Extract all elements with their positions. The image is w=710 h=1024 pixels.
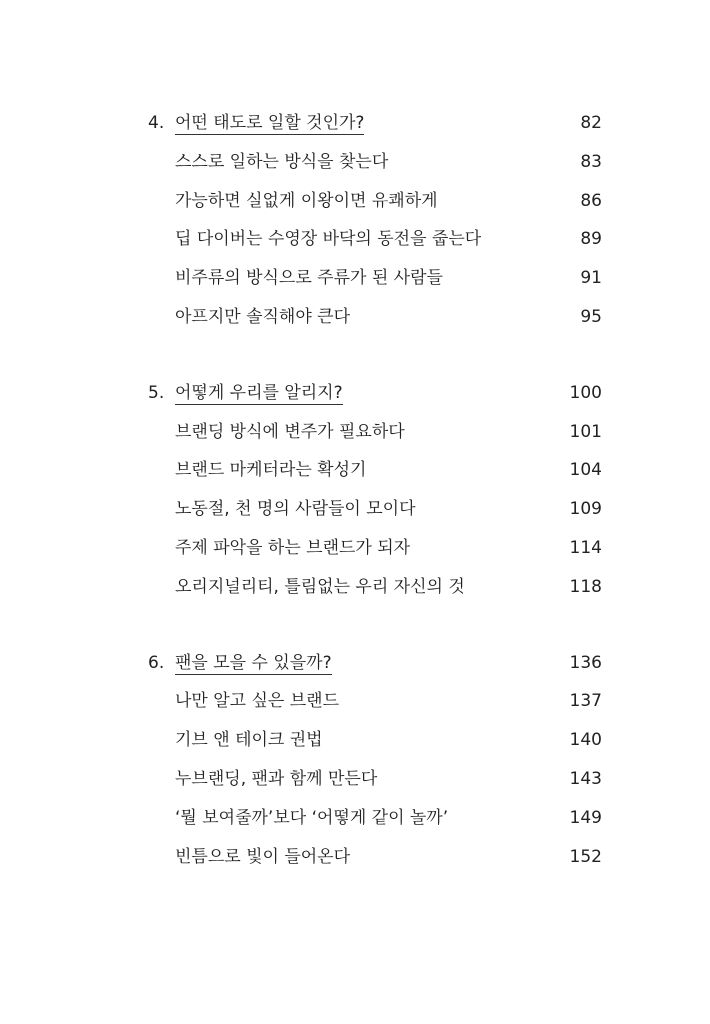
section-entry: [148, 764, 602, 803]
chapter-title: 어떤 태도로 일할 것인가?: [175, 113, 365, 133]
section-title: 스스로 일하는 방식을 찾는다: [175, 151, 389, 172]
section-entry: [148, 842, 602, 881]
page-number: 83: [580, 151, 602, 172]
page-number: 95: [580, 306, 602, 327]
section-title: 브랜드 마케터라는 확성기: [175, 460, 367, 481]
chapter-title: 어떻게 우리를 알리지?: [175, 382, 343, 403]
chapter-number: 4.: [148, 113, 165, 133]
page-number: 104: [569, 460, 602, 481]
section-entry: [148, 725, 602, 764]
chapter-heading: [148, 378, 602, 417]
section-title: 비주류의 방식으로 주류가 된 사람들: [175, 268, 443, 289]
page-number: 137: [569, 691, 602, 712]
section-title: 노동절, 천 명의 사람들이 모이다: [175, 499, 416, 520]
section-title: 아프지만 솔직해야 큰다: [175, 306, 351, 327]
section-entry: [148, 533, 602, 572]
page-number: 118: [569, 576, 602, 597]
page-number: 91: [580, 268, 602, 289]
chapter-6: [148, 648, 602, 881]
page-number: 86: [580, 190, 602, 211]
section-entry: [148, 224, 602, 263]
chapter-heading: [148, 108, 602, 147]
page-number: 89: [580, 229, 602, 250]
chapter-4: [148, 108, 602, 341]
page-number: 100: [569, 382, 602, 403]
section-entry: [148, 686, 602, 725]
table-of-contents: [148, 108, 602, 917]
section-title: 주제 파악을 하는 브랜드가 되자: [175, 537, 411, 558]
page-number: 136: [569, 652, 602, 673]
page-number: 143: [569, 768, 602, 789]
page-number: 152: [569, 846, 602, 867]
section-entry: [148, 417, 602, 456]
section-title: 빈틈으로 빛이 들어온다: [175, 846, 351, 867]
section-entry: [148, 302, 602, 341]
page-number: 140: [569, 730, 602, 751]
section-title: 나만 알고 싶은 브랜드: [175, 691, 340, 712]
chapter-title: 팬을 모을 수 있을까?: [175, 652, 332, 673]
chapter-heading: [148, 648, 602, 687]
page-number: 114: [569, 537, 602, 558]
page-number: 109: [569, 499, 602, 520]
section-entry: [148, 263, 602, 302]
section-entry: [148, 147, 602, 186]
chapter-number: 6.: [148, 652, 165, 673]
section-entry: [148, 572, 602, 611]
page-number: 82: [580, 113, 602, 133]
chapter-number: 5.: [148, 382, 165, 403]
section-title: 오리지널리티, 틀림없는 우리 자신의 것: [175, 576, 465, 597]
page-number: 101: [569, 421, 602, 442]
section-entry: [148, 803, 602, 842]
page-number: 149: [569, 807, 602, 828]
section-entry: [148, 455, 602, 494]
section-title: ‘뭘 보여줄까’보다 ‘어떻게 같이 놀까’: [175, 807, 449, 828]
section-title: 누브랜딩, 팬과 함께 만든다: [175, 768, 378, 789]
section-entry: [148, 186, 602, 225]
section-entry: [148, 494, 602, 533]
section-title: 기브 앤 테이크 권법: [175, 730, 323, 751]
section-title: 브랜딩 방식에 변주가 필요하다: [175, 421, 405, 442]
chapter-5: [148, 378, 602, 611]
section-title: 딥 다이버는 수영장 바닥의 동전을 줍는다: [175, 229, 482, 250]
section-title: 가능하면 실없게 이왕이면 유쾌하게: [175, 190, 438, 211]
